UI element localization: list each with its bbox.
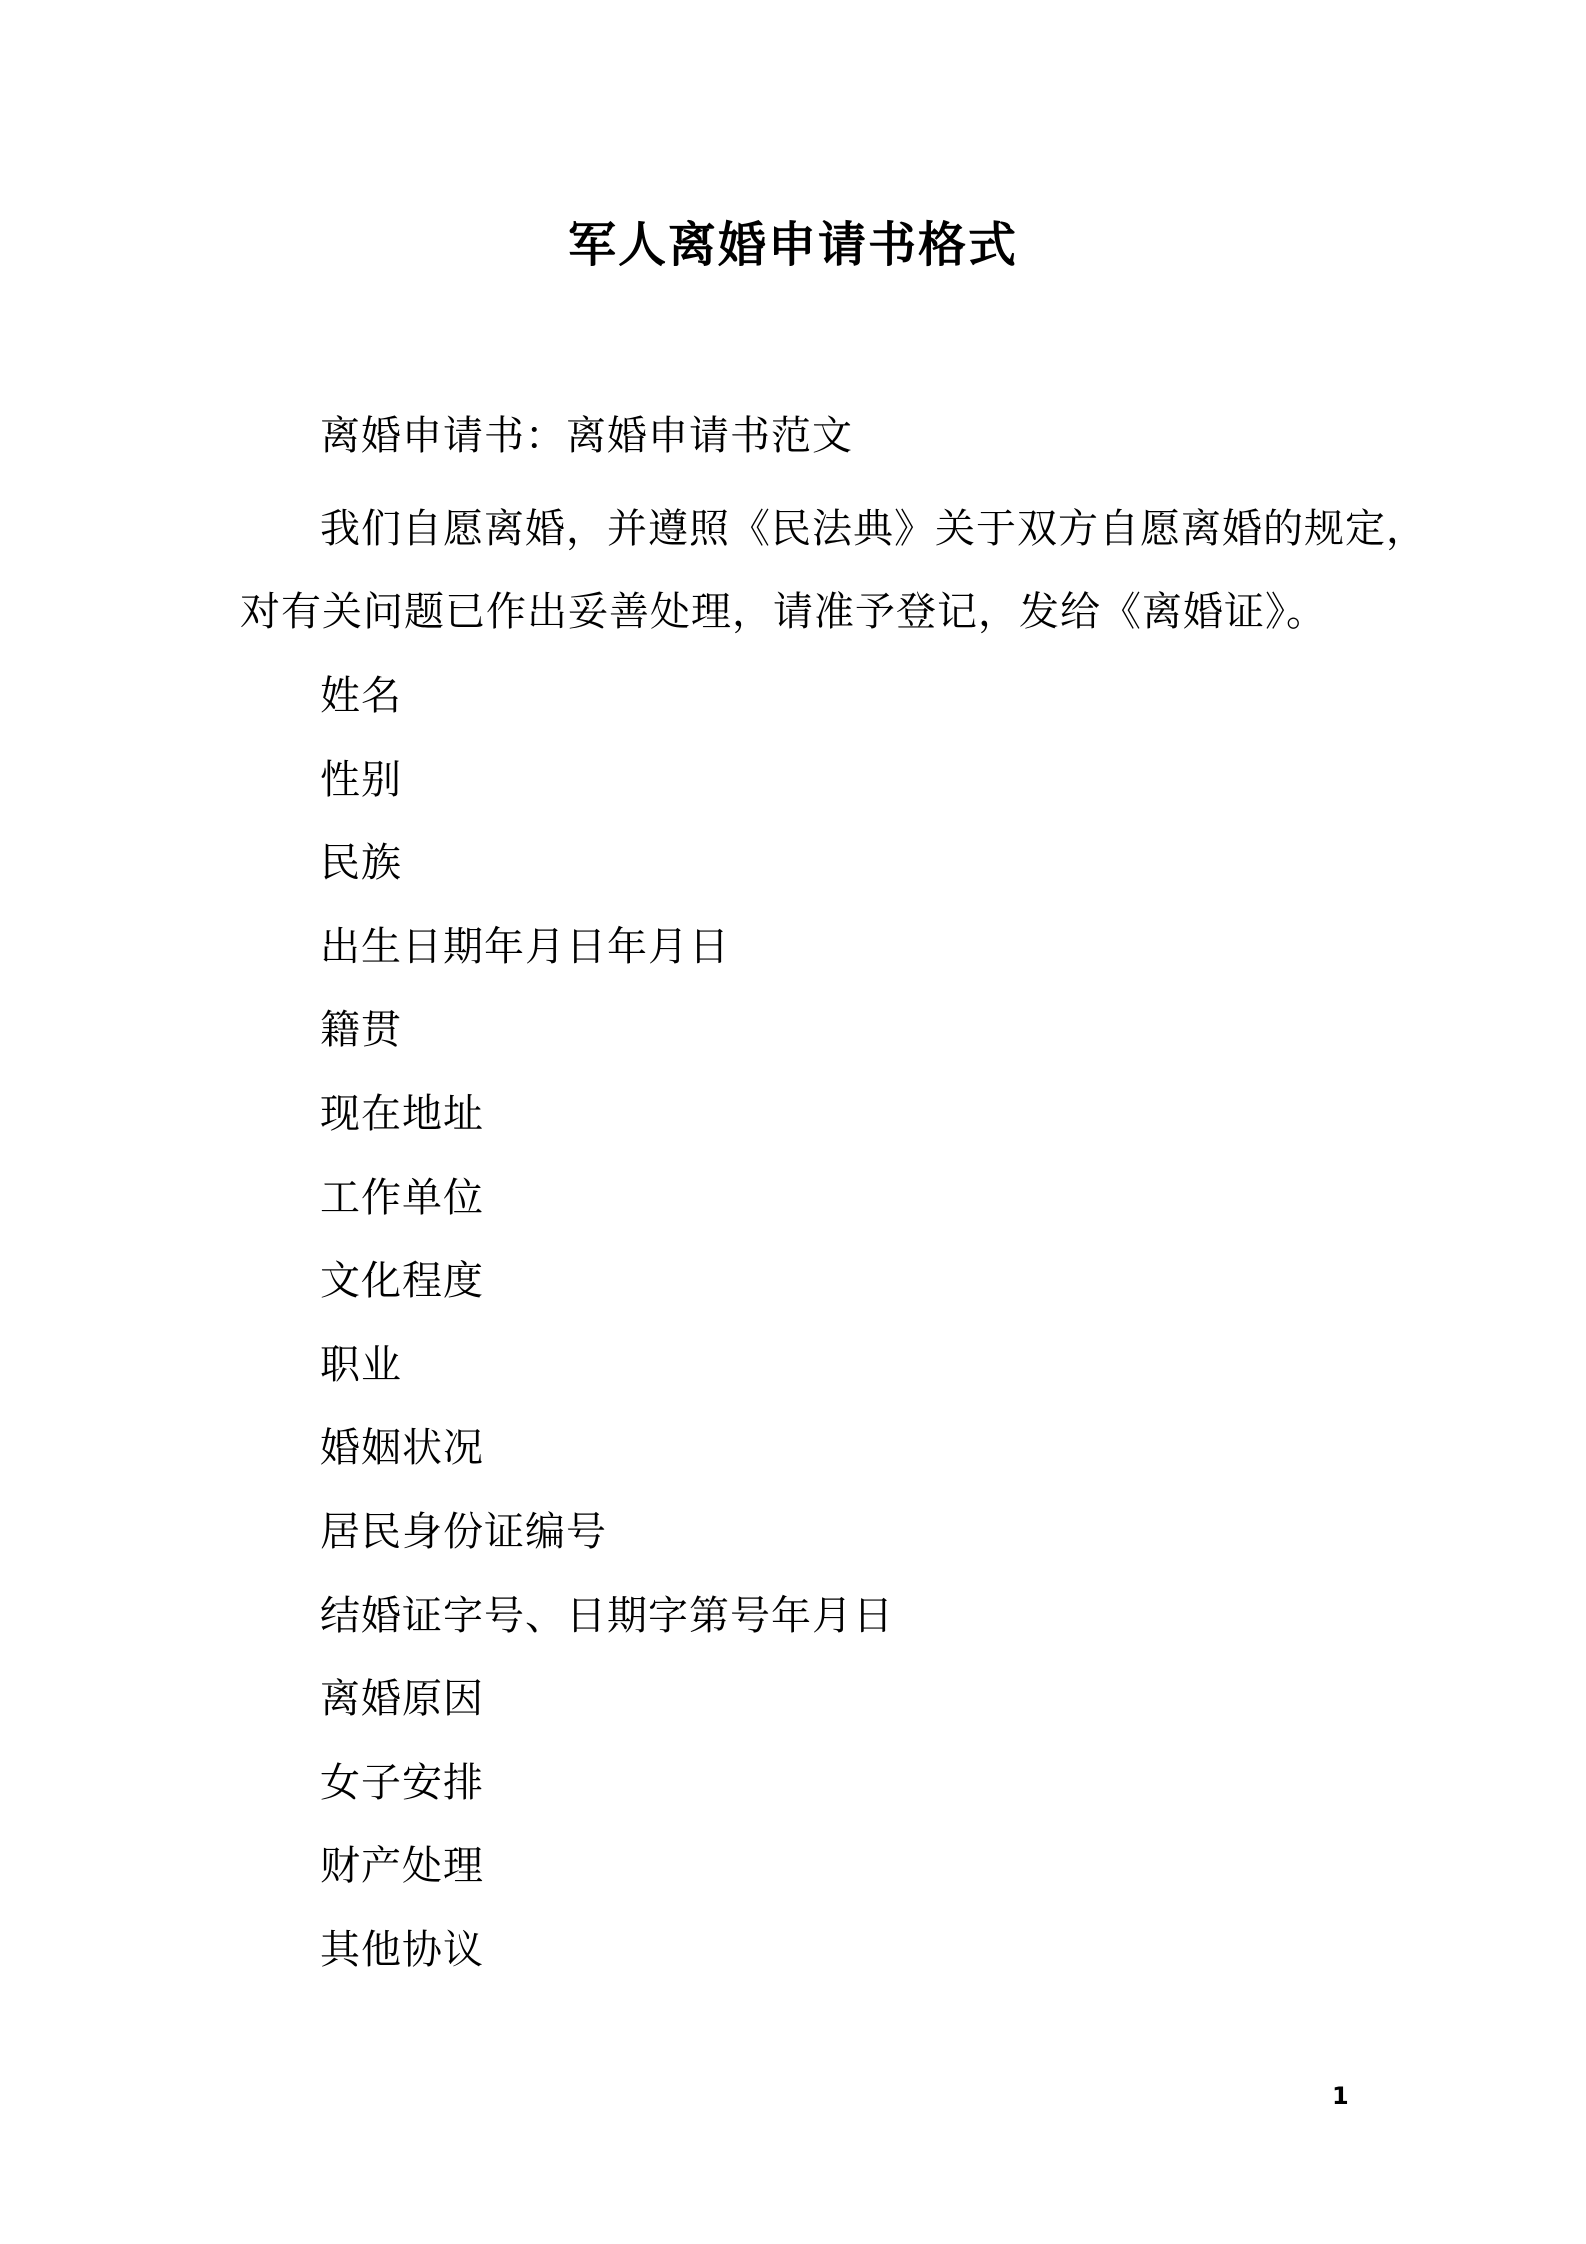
field-marriage-certificate: 结婚证字号、日期字第号年月日 — [320, 1592, 894, 1639]
intro-line-1: 我们自愿离婚，并遵照《民法典》关于双方自愿离婚的规定， — [320, 506, 1427, 552]
field-children-arrangement: 女子安排 — [320, 1759, 484, 1806]
document-title: 军人离婚申请书格式 — [567, 217, 1018, 273]
intro-line-2: 对有关问题已作出妥善处理，请准予登记，发给《离婚证》。 — [240, 589, 1327, 635]
field-property-handling: 财产处理 — [320, 1843, 484, 1890]
field-birth-date: 出生日期年月日年月日 — [320, 923, 730, 970]
field-current-address: 现在地址 — [320, 1090, 484, 1137]
page-number: 1 — [1332, 2082, 1349, 2110]
field-gender: 性别 — [320, 756, 402, 803]
intro-paragraph — [240, 488, 1427, 654]
field-id-number: 居民身份证编号 — [320, 1508, 607, 1555]
field-name: 姓名 — [320, 673, 402, 719]
field-other-agreements: 其他协议 — [320, 1926, 484, 1973]
form-field-list — [320, 655, 894, 1993]
field-work-unit: 工作单位 — [320, 1174, 484, 1221]
field-marital-status: 婚姻状况 — [320, 1425, 484, 1472]
field-native-place: 籍贯 — [320, 1007, 402, 1054]
document-subtitle: 离婚申请书：离婚申请书范文 — [320, 413, 853, 459]
field-divorce-reason: 离婚原因 — [320, 1676, 484, 1723]
field-education-level: 文化程度 — [320, 1258, 484, 1305]
field-occupation: 职业 — [320, 1341, 402, 1388]
field-ethnicity: 民族 — [320, 840, 402, 887]
